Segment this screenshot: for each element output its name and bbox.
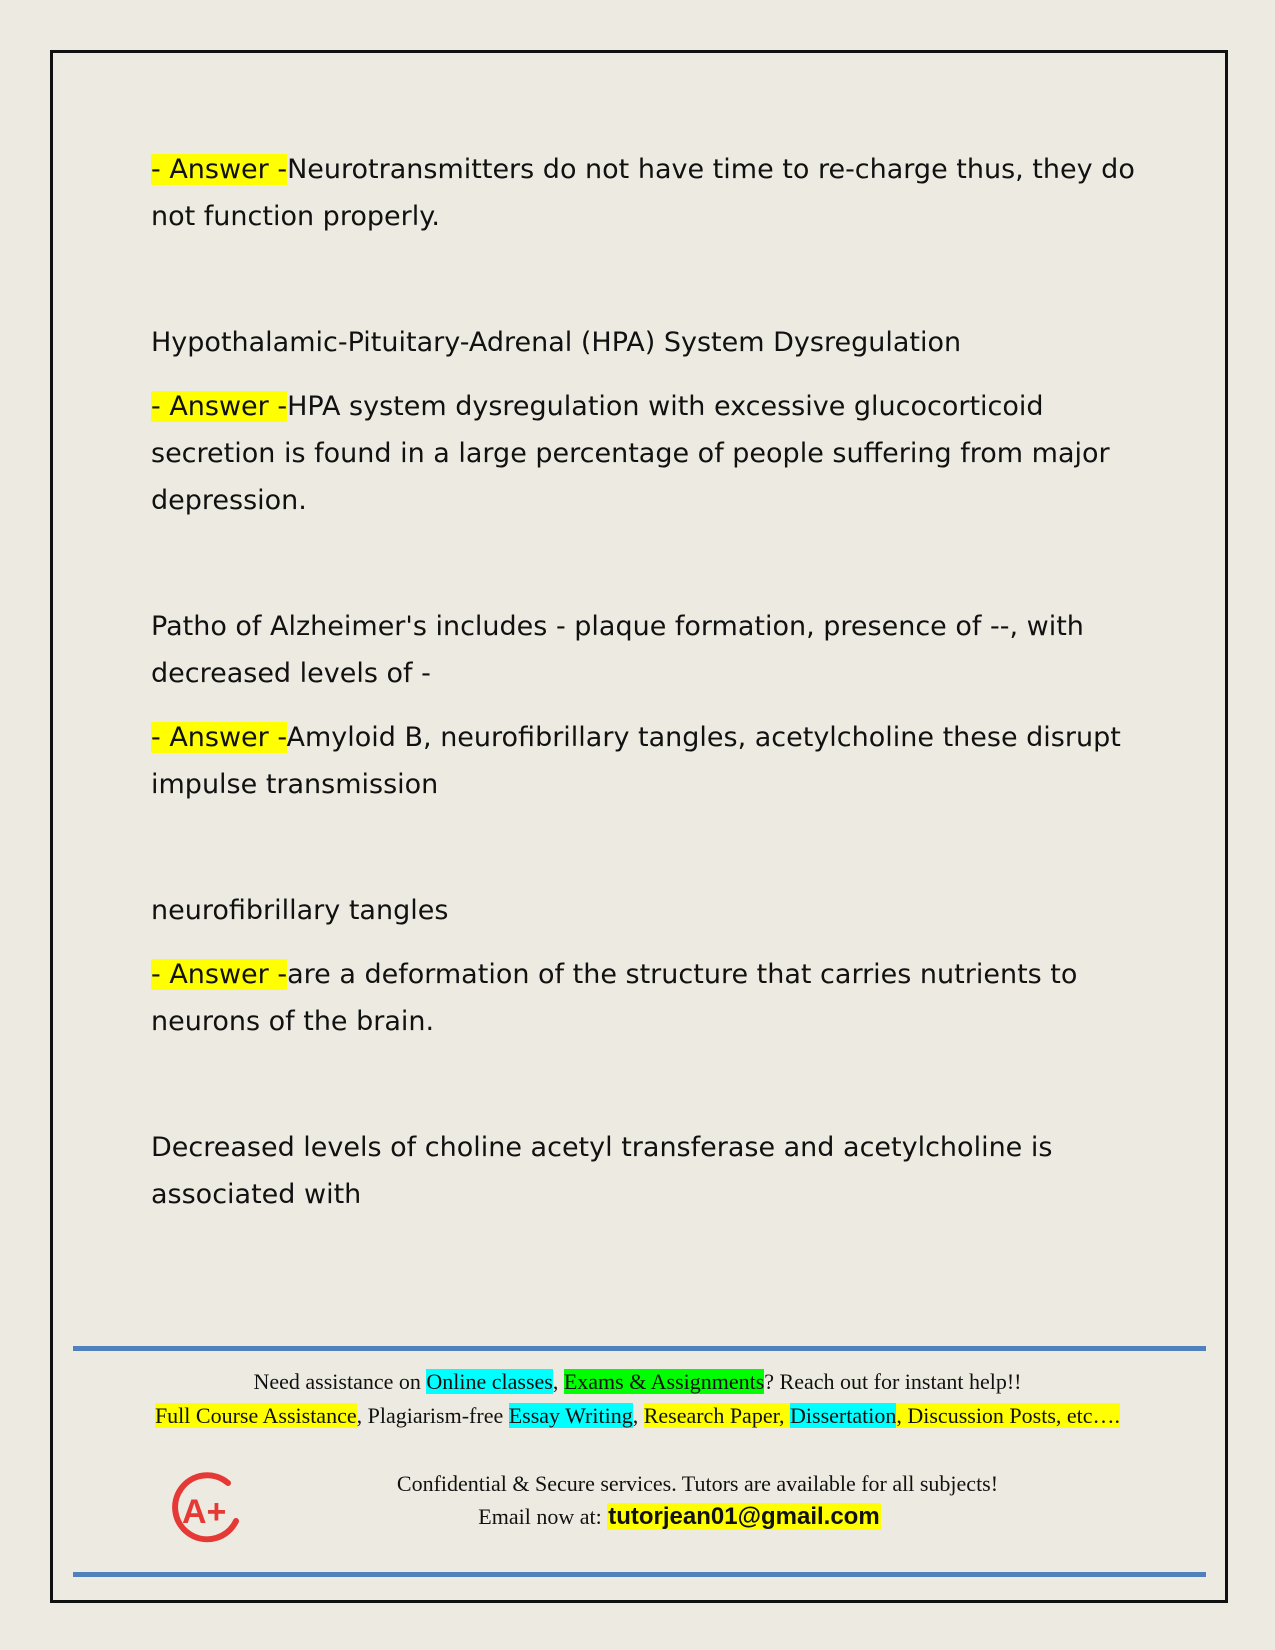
question-2: Hypothalamic-Pituitary-Adrenal (HPA) System Dysregulation (151, 327, 962, 358)
answer-1 (151, 146, 1141, 240)
email-link[interactable]: tutorjean01@gmail.com (608, 1503, 880, 1530)
svg-text:A+: A+ (182, 1493, 227, 1531)
answer-text: Amyloid B, neurofibrillary tangles, acetylcholine these disrupt impulse transmission (151, 722, 1121, 800)
dissertation-label: Dissertation (790, 1403, 897, 1428)
footer-bottom-rule (73, 1572, 1206, 1577)
qa-content (151, 146, 1141, 1218)
answer-label: - Answer - (151, 959, 288, 990)
footer-line-3: Confidential & Secure services. Tutors are available for all subjects! (396, 1471, 999, 1496)
footer-line-2: Full Course Assistance, Plagiarism-free Essay Writing, Research Paper, Dissertation, Discussion Posts, etc…. (154, 1403, 1121, 1428)
online-classes-link: Online classes (426, 1369, 553, 1394)
answer-4 (151, 951, 1141, 1045)
answer-label: - Answer - (151, 722, 287, 753)
answer-label: - Answer - (151, 391, 288, 422)
answer-3 (151, 714, 1141, 808)
answer-label: - Answer - (151, 154, 288, 185)
exams-link: Exams & Assignments (563, 1369, 765, 1394)
footer-email-line (42, 1503, 1275, 1531)
research-paper-label: Research Paper, (643, 1403, 791, 1428)
answer-text: are a deformation of the structure that carries nutrients to neurons of the brain. (151, 959, 1078, 1037)
answer-text: HPA system dysregulation with excessive glucocorticoid secretion is found in a large percentage of people suffering from major depression. (151, 391, 1110, 516)
answer-2 (151, 383, 1141, 524)
answer-text: Neurotransmitters do not have time to re-charge thus, they do not function properly. (151, 154, 1135, 232)
footer-top-rule (73, 1346, 1206, 1351)
question-3: Patho of Alzheimer's includes - plaque formation, presence of --, with decreased levels of - (151, 611, 1084, 689)
question-4: neurofibrillary tangles (151, 895, 449, 926)
essay-writing-label: Essay Writing (508, 1403, 633, 1428)
footer-line-1: Need assistance on Online classes, Exams & Assignments? Reach out for instant help!! (253, 1369, 1022, 1394)
discussion-posts-label: , Discussion Posts, etc…. (896, 1403, 1121, 1428)
full-course-label: Full Course Assistance (154, 1403, 357, 1428)
question-5: Decreased levels of choline acetyl transferase and acetylcholine is associated with (151, 1132, 1053, 1210)
email-label: Email now at: (478, 1504, 608, 1529)
